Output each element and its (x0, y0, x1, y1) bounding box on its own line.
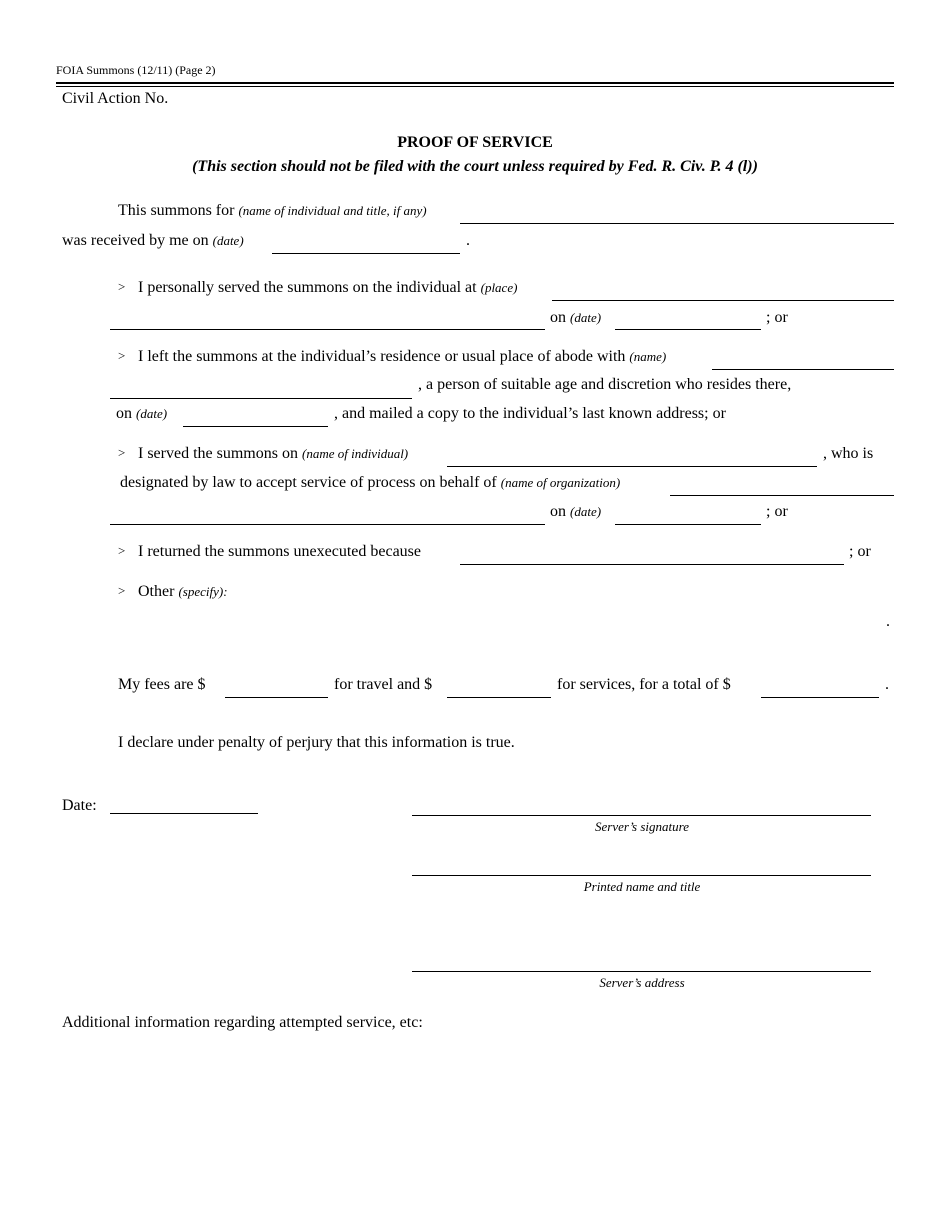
total-fee-field[interactable] (761, 697, 879, 698)
travel-fee-field[interactable] (225, 697, 328, 698)
organization-field-cont[interactable] (110, 524, 545, 525)
place-field-cont[interactable] (110, 329, 545, 330)
mailed-copy-text: , and mailed a copy to the individual’s last known address; or (334, 405, 726, 422)
residence-label (138, 349, 666, 365)
option2-on-label (116, 406, 167, 422)
page-subtitle: (This section should not be filed with the court unless required by Fed. R. Civ. P. 4 (l)) (192, 158, 758, 175)
received-by-text: was received by me on (62, 232, 209, 249)
specify-hint: (specify): (178, 584, 228, 599)
option2-on-text: on (116, 405, 132, 422)
fees-period: . (885, 676, 889, 693)
server-address-field[interactable] (412, 971, 871, 972)
additional-info-label: Additional information regarding attempted service, etc: (62, 1014, 423, 1031)
option3-or: ; or (766, 503, 788, 520)
place-hint: (place) (480, 280, 518, 295)
service-fee-field[interactable] (447, 697, 551, 698)
summons-for-text: This summons for (118, 202, 235, 219)
received-date-hint: (date) (212, 233, 244, 248)
option3-date-field[interactable] (615, 524, 761, 525)
place-field[interactable] (552, 300, 894, 301)
option1-on-label (550, 310, 601, 326)
option3-date-hint: (date) (570, 504, 602, 519)
organization-field[interactable] (670, 495, 894, 496)
individual-name-field[interactable] (447, 466, 817, 467)
header-rule-thick (56, 82, 894, 84)
summons-for-hint: (name of individual and title, if any) (238, 203, 427, 218)
served-org-checkbox[interactable]: ˃ (118, 445, 126, 460)
received-date-field[interactable] (272, 253, 460, 254)
option3-on-text: on (550, 503, 566, 520)
who-is-text: , who is (823, 445, 874, 462)
residence-text: I left the summons at the individual’s residence or usual place of abode with (138, 348, 626, 365)
received-by-label (62, 233, 244, 249)
option1-on-text: on (550, 309, 566, 326)
unexecuted-checkbox[interactable]: ˃ (118, 543, 126, 558)
declaration-text: I declare under penalty of perjury that this information is true. (118, 734, 515, 751)
unexecuted-reason-field[interactable] (460, 564, 844, 565)
option2-date-hint: (date) (136, 406, 168, 421)
other-text: Other (138, 583, 175, 600)
summons-for-field[interactable] (460, 223, 894, 224)
civil-action-label: Civil Action No. (62, 90, 169, 107)
served-org-label (138, 446, 408, 462)
form-id: FOIA Summons (12/11) (Page 2) (56, 63, 216, 77)
suitable-person-text: , a person of suitable age and discretion who resides there, (418, 376, 792, 393)
personal-service-label (138, 280, 517, 296)
residence-name-hint: (name) (629, 349, 667, 364)
personal-service-checkbox[interactable]: ˃ (118, 279, 126, 294)
option1-date-hint: (date) (570, 310, 602, 325)
summons-for-label (118, 203, 427, 219)
page-title: PROOF OF SERVICE (397, 134, 553, 151)
residence-name-field-cont[interactable] (110, 398, 412, 399)
other-label (138, 584, 228, 600)
header-rule-thin (56, 86, 894, 87)
residence-checkbox[interactable]: ˃ (118, 348, 126, 363)
services-label: for services, for a total of $ (557, 676, 731, 693)
other-period: . (886, 613, 890, 630)
option2-date-field[interactable] (183, 426, 328, 427)
residence-name-field[interactable] (712, 369, 894, 370)
received-period: . (466, 232, 470, 249)
option1-date-field[interactable] (615, 329, 761, 330)
server-address-label: Server’s address (599, 975, 685, 990)
individual-name-hint: (name of individual) (301, 446, 409, 461)
unexecuted-text: I returned the summons unexecuted because (138, 543, 422, 560)
travel-label: for travel and $ (334, 676, 433, 693)
server-signature-field[interactable] (412, 815, 871, 816)
option3-on-label (550, 504, 601, 520)
server-signature-label: Server’s signature (594, 819, 689, 834)
printed-name-field[interactable] (412, 875, 871, 876)
designated-text: designated by law to accept service of process on behalf of (120, 474, 497, 491)
other-checkbox[interactable]: ˃ (118, 583, 126, 598)
option1-or: ; or (766, 309, 788, 326)
option4-or: ; or (849, 543, 871, 560)
signature-date-field[interactable] (110, 813, 258, 814)
fees-label: My fees are $ (118, 676, 206, 693)
date-label: Date: (62, 797, 97, 814)
printed-name-label: Printed name and title (583, 879, 701, 894)
personal-service-text: I personally served the summons on the individual at (138, 279, 477, 296)
organization-hint: (name of organization) (500, 475, 621, 490)
served-org-text: I served the summons on (138, 445, 298, 462)
designated-label (120, 475, 620, 491)
